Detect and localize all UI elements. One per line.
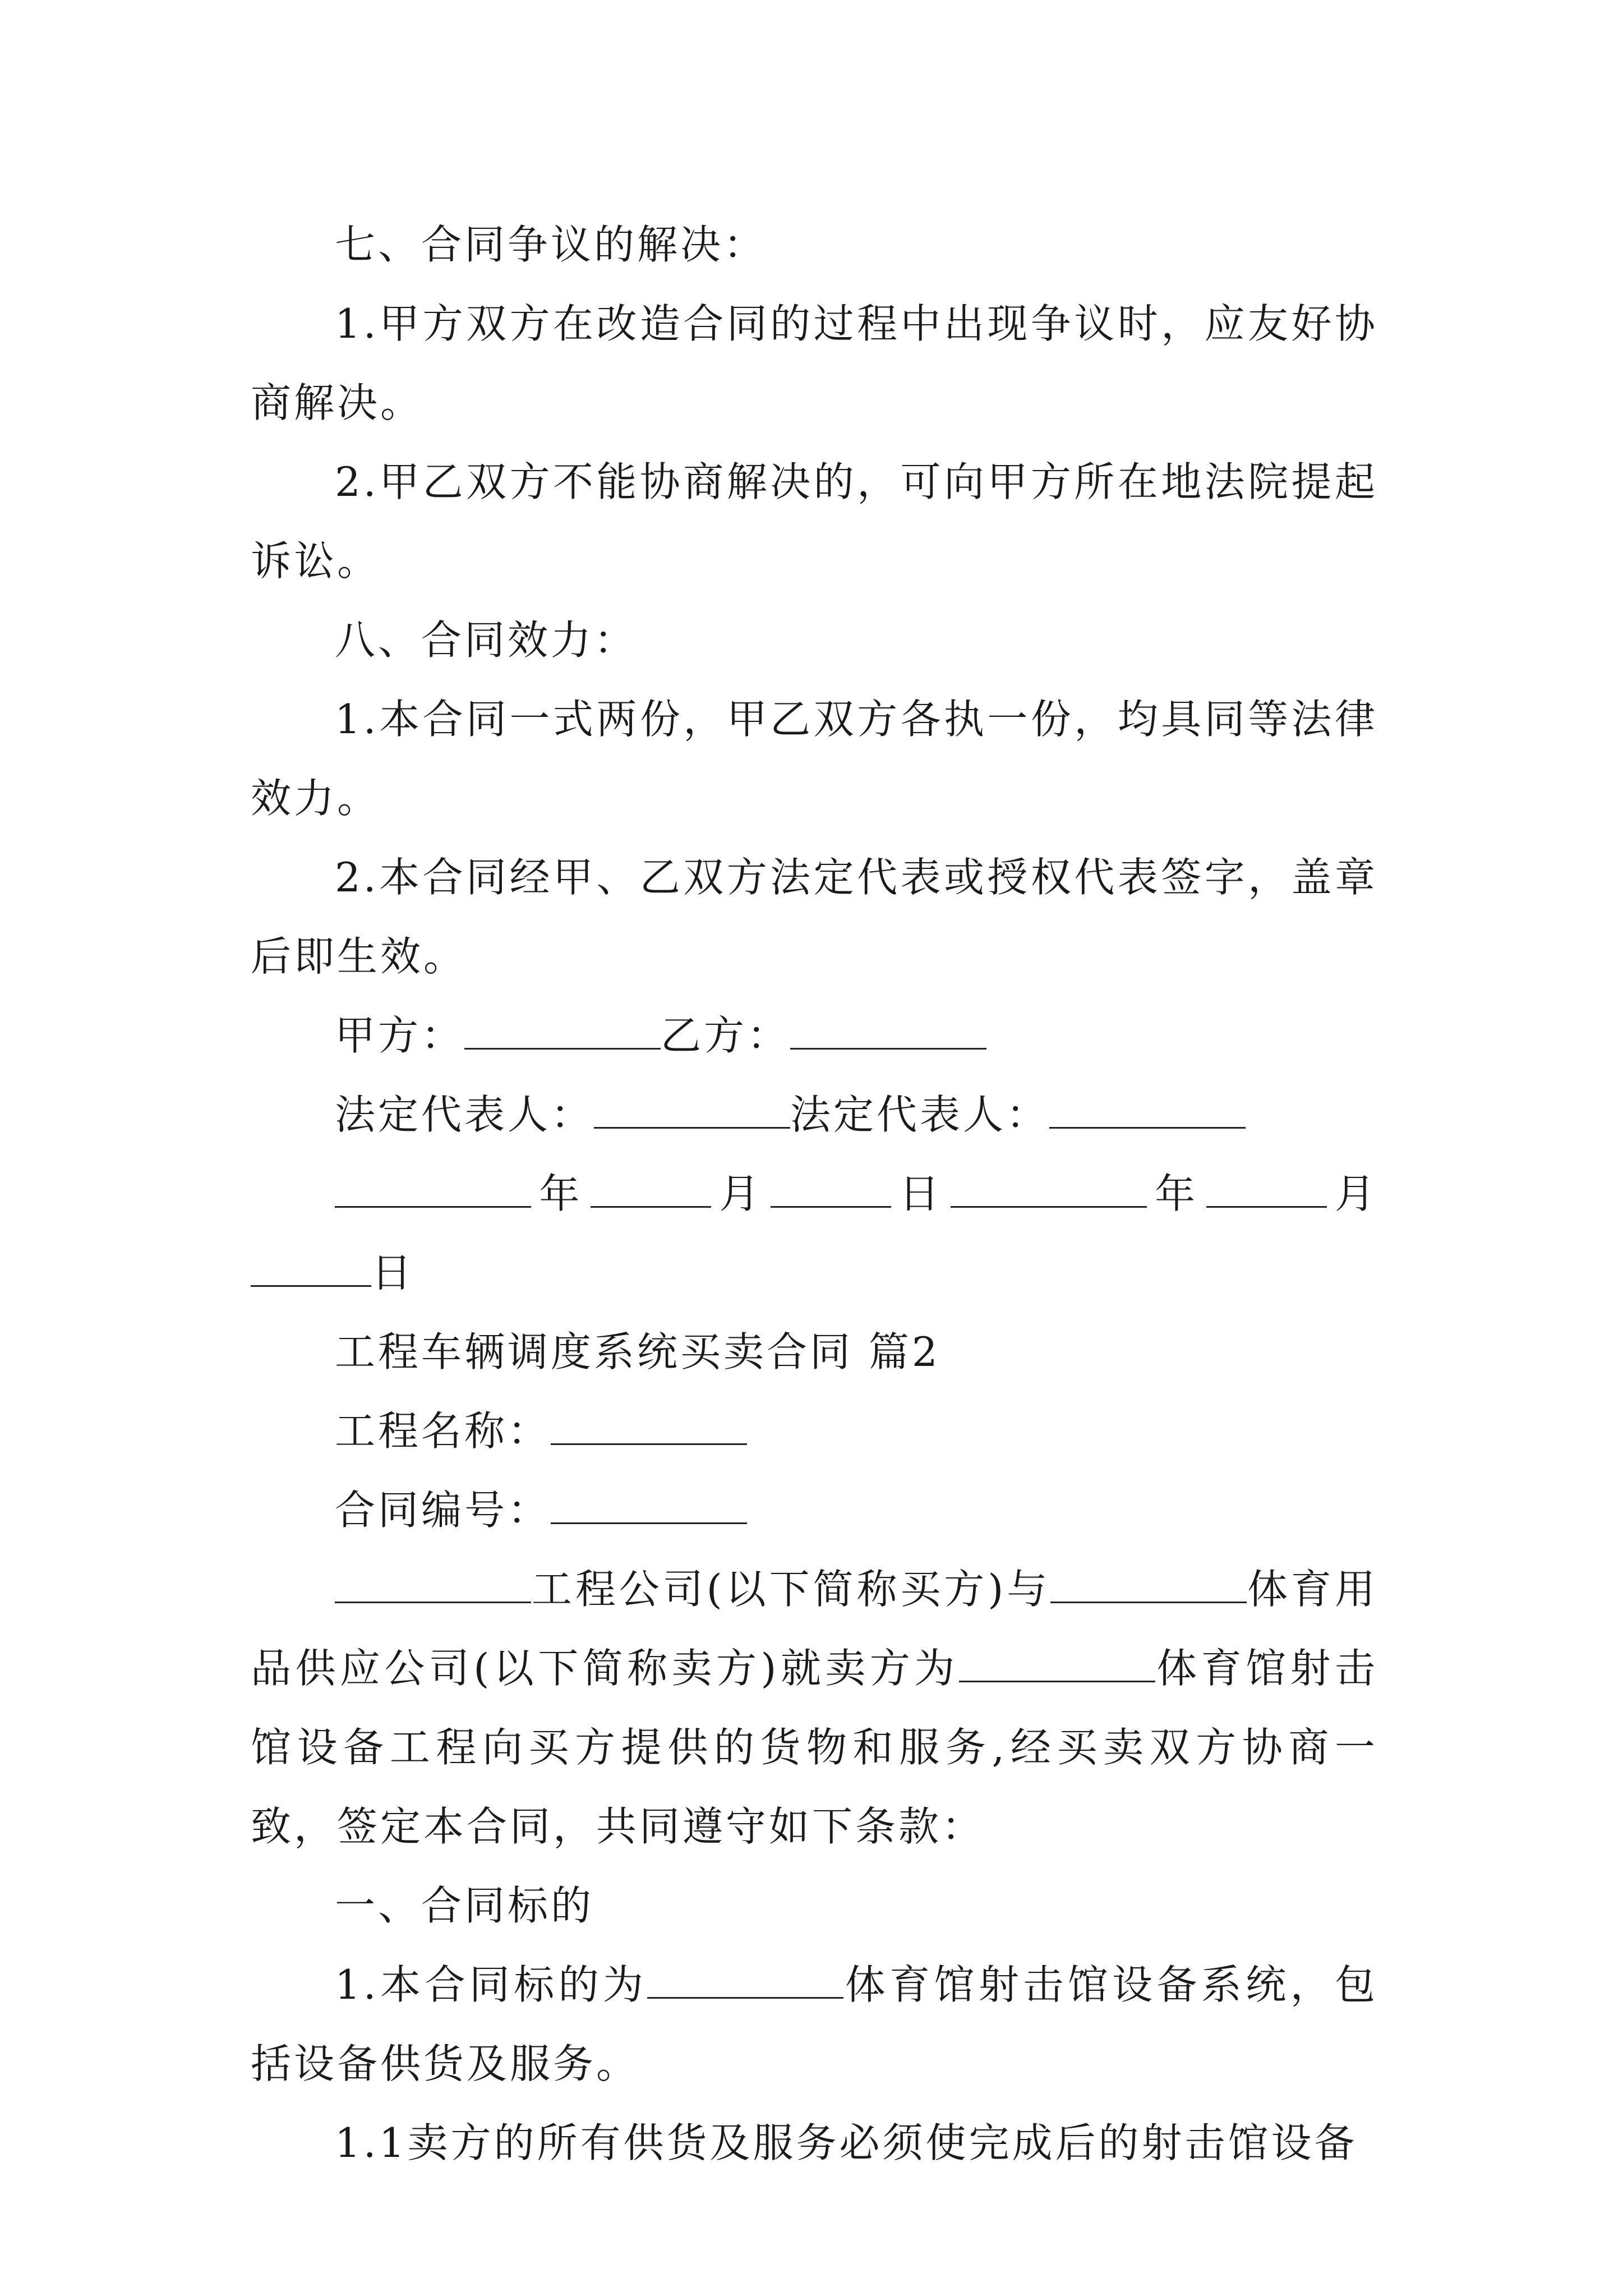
date-b-day-blank xyxy=(251,1251,371,1287)
intro-text-2: 体育用品供应公司(以下简称卖方)就卖方为 xyxy=(251,1566,1378,1692)
date-b-day-label: 日 xyxy=(371,1249,415,1296)
date-b-year-blank xyxy=(951,1172,1147,1208)
intro-text-3: 体育馆射击馆设备工程向买方提供的货物和服务,经买卖双方协商一致，签定本合同，共同遵守如下条款： xyxy=(251,1645,1378,1850)
contract-number-line xyxy=(251,1471,1378,1550)
legal-rep-a-blank xyxy=(594,1093,790,1129)
project-name-label: 工程名称： xyxy=(335,1407,551,1455)
date-b-month-blank xyxy=(1206,1172,1327,1208)
party-b-label: 乙方： xyxy=(661,1012,791,1059)
date-a-day-blank xyxy=(771,1172,891,1208)
date-b-month-label: 月 xyxy=(1326,1170,1378,1217)
section-7-clause-2: 2.甲乙双方不能协商解决的，可向甲方所在地法院提起诉讼。 xyxy=(251,458,1378,585)
date-b-year-label: 年 xyxy=(1146,1170,1206,1217)
subject-blank xyxy=(647,1963,843,1999)
intro-text-1: 工程公司(以下简称买方)与 xyxy=(531,1566,1051,1613)
clause-1-text-1: 1.本合同标的为 xyxy=(335,1961,648,2008)
legal-rep-b-label: 法定代表人： xyxy=(790,1091,1050,1138)
date-a-year-blank xyxy=(335,1172,531,1208)
section-1-clause-1 xyxy=(251,1945,1378,2104)
seller-company-blank xyxy=(1050,1567,1247,1603)
section-7-heading: 七、合同争议的解决： xyxy=(335,221,767,268)
party-a-label: 甲方： xyxy=(335,1012,465,1059)
party-a-blank xyxy=(464,1014,661,1050)
party-b-blank xyxy=(790,1014,986,1050)
intro-paragraph xyxy=(251,1550,1378,1866)
signature-parties-line xyxy=(251,996,1378,1075)
project-name-blank xyxy=(551,1409,747,1445)
date-a-year-label: 年 xyxy=(531,1170,591,1217)
legal-rep-a-label: 法定代表人： xyxy=(335,1091,594,1138)
gym-name-blank xyxy=(959,1646,1155,1682)
section-1-heading: 一、合同标的 xyxy=(335,1882,594,1929)
section-8-clause-1: 1.本合同一式两份，甲乙双方各执一份，均具同等法律效力。 xyxy=(251,696,1378,822)
clause-1-text-2: 体育馆射击馆设备系统，包括设备供货及服务。 xyxy=(251,1961,1378,2087)
section-8-clause-2: 2.本合同经甲、乙双方法定代表或授权代表签字，盖章后即生效。 xyxy=(251,854,1378,980)
signature-legal-rep-line xyxy=(251,1075,1378,1154)
section-1-clause-1-1: 1.1卖方的所有供货及服务必须使完成后的射击馆设备 xyxy=(335,2119,1358,2166)
signature-date-line xyxy=(251,1154,1378,1313)
buyer-company-blank xyxy=(335,1567,531,1603)
legal-rep-b-blank xyxy=(1049,1093,1246,1129)
contract-number-label: 合同编号： xyxy=(335,1487,551,1534)
contract-number-blank xyxy=(551,1488,747,1524)
section-7-clause-1: 1.甲方双方在改造合同的过程中出现争议时，应友好协商解决。 xyxy=(251,300,1378,426)
section-8-heading: 八、合同效力： xyxy=(335,616,638,664)
document-body xyxy=(251,205,1378,2183)
project-name-line xyxy=(251,1392,1378,1471)
date-a-month-label: 月 xyxy=(711,1170,771,1217)
part-2-title: 工程车辆调度系统买卖合同 篇2 xyxy=(335,1328,940,1375)
date-a-month-blank xyxy=(591,1172,711,1208)
date-a-day-label: 日 xyxy=(891,1170,951,1217)
